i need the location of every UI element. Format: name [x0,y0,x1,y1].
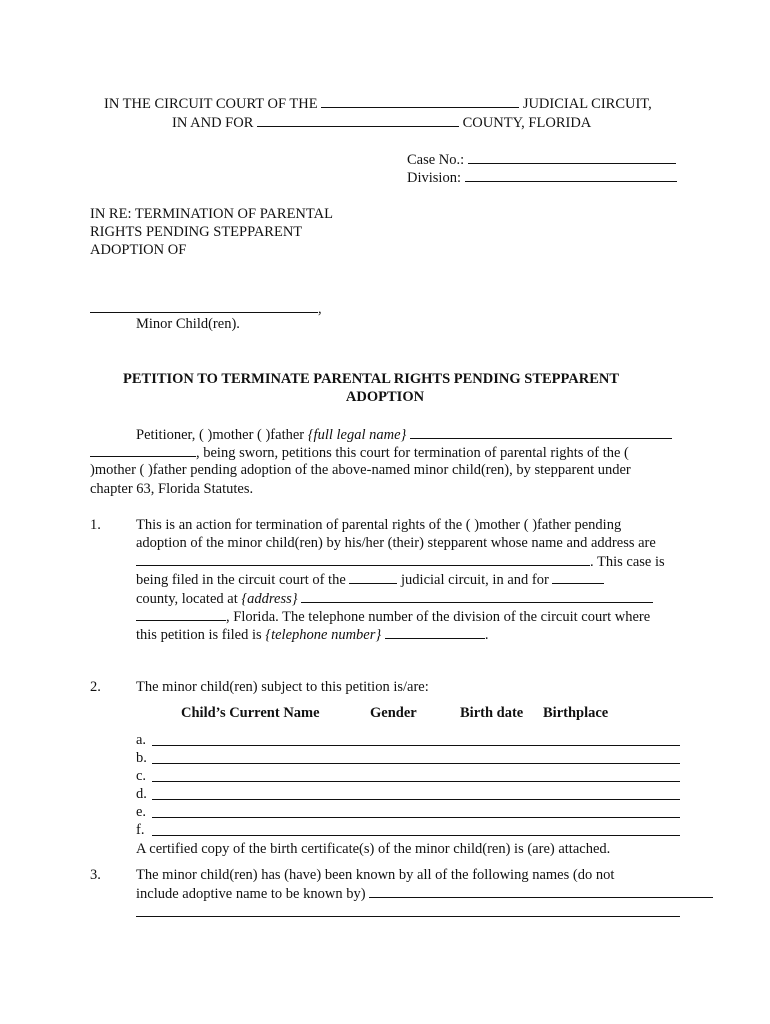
petition-title-line-2: ADOPTION [345,389,425,405]
court-line-2 [172,113,591,132]
known-names-field[interactable] [369,884,713,898]
address-field[interactable] [301,589,653,603]
child-row-label: d. [136,786,147,802]
county-florida-label: COUNTY, FLORIDA [462,115,592,131]
period-text: . [484,627,489,643]
para-1-line-1: This is an action for termination of parental rights of the ( )mother ( )father pending [136,517,622,533]
telephone-field[interactable] [385,625,485,639]
petitioner-name-field-cont[interactable] [90,443,196,457]
circuit-field[interactable] [349,570,397,584]
full-legal-name-hint: {full legal name} [307,427,407,443]
in-re-line-1: IN RE: TERMINATION OF PARENTAL [90,206,333,222]
case-no-row [407,150,676,169]
child-row-label: c. [136,768,147,784]
child-row-field[interactable] [152,835,680,836]
para-1-line-2: adoption of the minor child(ren) by his/her (their) stepparent whose name and address are [136,535,656,551]
florida-telephone-text: , Florida. The telephone number of the division of the circuit court where [226,609,651,625]
child-row-label: f. [136,822,145,838]
child-row-field[interactable] [152,799,680,800]
para-1-line-5 [136,589,653,608]
minor-children-label: Minor Child(ren). [136,316,240,332]
address-field-cont[interactable] [136,607,226,621]
court-label: IN THE CIRCUIT COURT OF THE [104,96,318,112]
intro-line-3: )mother ( )father pending adoption of the above-named minor child(ren), by stepparent under [90,462,631,478]
adoptive-name-text: include adoptive name to be known by) [136,886,366,902]
circuit-number-field[interactable] [321,94,519,108]
petitioner-name-field[interactable] [410,425,672,439]
case-no-label: Case No.: [407,152,465,168]
child-name-comma: , [318,301,322,317]
para-2-line-1: The minor child(ren) subject to this petition is/are: [136,679,429,695]
para-3-line-1: The minor child(ren) has (have) been known by all of the following names (do not [136,867,615,883]
intro-line-1 [136,425,672,444]
division-field[interactable] [465,168,677,182]
address-hint: {address} [241,591,298,607]
child-name-field[interactable] [90,299,318,313]
para-1-number: 1. [90,517,101,533]
intro-line-2 [90,443,629,462]
county-field[interactable] [257,113,459,127]
child-row-label: a. [136,732,147,748]
division-label: Division: [407,170,461,186]
telephone-hint: {telephone number} [265,627,382,643]
filed-in-circuit-text: being filed in the circuit court of the [136,572,346,588]
para-1-line-6 [136,607,650,626]
stepparent-name-address-field[interactable] [136,552,590,566]
in-and-for-label: IN AND FOR [172,115,254,131]
judicial-circuit-label: JUDICIAL CIRCUIT, [522,96,652,112]
para-3-line-2 [136,884,713,903]
petitioner-label: Petitioner, ( )mother ( )father [136,427,308,443]
header-child-name: Child’s Current Name [181,705,320,721]
para-1-line-7 [136,625,488,644]
known-names-field-cont[interactable] [136,916,680,917]
case-no-field[interactable] [468,150,676,164]
child-row-field[interactable] [152,745,680,746]
court-line-1 [104,94,652,113]
petition-title-line-1: PETITION TO TERMINATE PARENTAL RIGHTS PENDING STEPPARENT [123,371,620,387]
division-row [407,168,677,187]
child-row-field[interactable] [152,817,680,818]
para-2-number: 2. [90,679,101,695]
para-1-line-3 [136,552,665,571]
child-row-field[interactable] [152,763,680,764]
in-and-for-text: judicial circuit, in and for [401,572,549,588]
county-located-text: county, located at [136,591,242,607]
child-row-field[interactable] [152,781,680,782]
petition-filed-text: this petition is filed is [136,627,266,643]
this-case-is-text: . This case is [590,554,665,570]
para-1-line-4 [136,570,604,589]
in-re-line-3: ADOPTION OF [90,242,187,258]
header-birthplace: Birthplace [543,705,609,721]
in-re-line-2: RIGHTS PENDING STEPPARENT [90,224,303,240]
intro-text-2: , being sworn, petitions this court for termination of parental rights of the ( [196,445,629,461]
certified-copy-text: A certified copy of the birth certificate(s) of the minor child(ren) is (are) attached. [136,841,611,857]
intro-line-4: chapter 63, Florida Statutes. [90,481,254,497]
child-row-label: e. [136,804,147,820]
header-birth-date: Birth date [460,705,524,721]
para-1-county-field[interactable] [552,570,604,584]
child-row-label: b. [136,750,147,766]
para-3-number: 3. [90,867,101,883]
header-gender: Gender [370,705,417,721]
